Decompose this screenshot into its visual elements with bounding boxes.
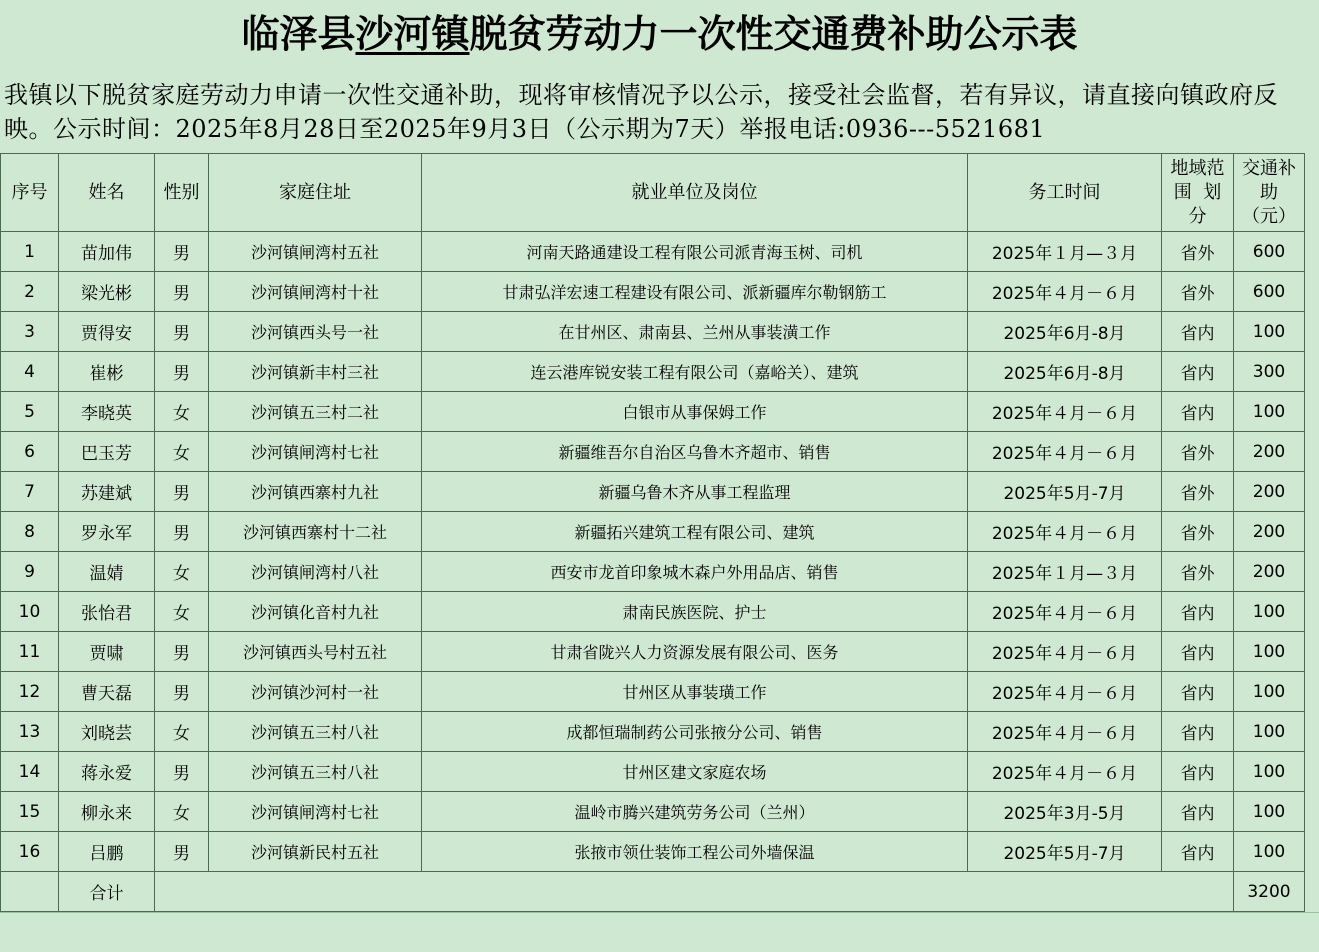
cell-gender: 男: [155, 752, 209, 792]
header-no: 序号: [1, 154, 59, 232]
cell-name: 罗永军: [59, 512, 155, 552]
table-row: [1, 672, 1305, 712]
cell-amount: 200: [1234, 432, 1305, 472]
cell-period: 2025年6月-8月: [968, 352, 1162, 392]
cell-no: 6: [1, 432, 59, 472]
cell-employer: 河南天路通建设工程有限公司派青海玉树、司机: [422, 232, 968, 272]
table-row: [1, 512, 1305, 552]
cell-period: 2025年5月-7月: [968, 472, 1162, 512]
cell-name: 吕鹏: [59, 832, 155, 872]
cell-address: 沙河镇闸湾村七社: [209, 792, 422, 832]
cell-period: 2025年４月－６月: [968, 272, 1162, 312]
cell-no: 16: [1, 832, 59, 872]
cell-employer: 甘肃省陇兴人力资源发展有限公司、医务: [422, 632, 968, 672]
table-row: [1, 352, 1305, 392]
header-period: 务工时间: [968, 154, 1162, 232]
table-row: [1, 272, 1305, 312]
table-row: [1, 552, 1305, 592]
cell-gender: 女: [155, 552, 209, 592]
cell-address: 沙河镇沙河村一社: [209, 672, 422, 712]
cell-name: 张怡君: [59, 592, 155, 632]
cell-amount: 200: [1234, 552, 1305, 592]
cell-period: 2025年5月-7月: [968, 832, 1162, 872]
table-row: [1, 392, 1305, 432]
cell-employer: 张掖市领仕装饰工程公司外墙保温: [422, 832, 968, 872]
cell-period: 2025年４月－６月: [968, 592, 1162, 632]
cell-no: 4: [1, 352, 59, 392]
cell-no: 5: [1, 392, 59, 432]
table-row: [1, 312, 1305, 352]
cell-gender: 男: [155, 272, 209, 312]
cell-gender: 男: [155, 232, 209, 272]
cell-no: 14: [1, 752, 59, 792]
cell-region: 省内: [1162, 392, 1234, 432]
cell-address: 沙河镇西头号一社: [209, 312, 422, 352]
cell-period: 2025年１月—３月: [968, 232, 1162, 272]
cell-employer: 甘州区从事装璜工作: [422, 672, 968, 712]
cell-amount: 600: [1234, 272, 1305, 312]
cell-region: 省内: [1162, 672, 1234, 712]
cell-period: 2025年3月-5月: [968, 792, 1162, 832]
header-subsidy-line2: 助: [1260, 181, 1278, 203]
header-subsidy: [1234, 154, 1305, 232]
cell-employer: 西安市龙首印象城木森户外用品店、销售: [422, 552, 968, 592]
cell-gender: 男: [155, 472, 209, 512]
cell-address: 沙河镇西头号村五社: [209, 632, 422, 672]
cell-name: 梁光彬: [59, 272, 155, 312]
total-row: [1, 872, 1305, 912]
cell-region: 省内: [1162, 632, 1234, 672]
page-title: [0, 0, 1319, 70]
cell-employer: 甘州区建文家庭农场: [422, 752, 968, 792]
table-row: [1, 472, 1305, 512]
header-subsidy-line3: （元）: [1242, 205, 1296, 227]
cell-period: 2025年４月－６月: [968, 392, 1162, 432]
cell-period: 2025年４月－６月: [968, 672, 1162, 712]
cell-address: 沙河镇化音村九社: [209, 592, 422, 632]
cell-name: 柳永来: [59, 792, 155, 832]
cell-address: 沙河镇五三村八社: [209, 712, 422, 752]
cell-employer: 肃南民族医院、护士: [422, 592, 968, 632]
cell-amount: 200: [1234, 512, 1305, 552]
cell-amount: 100: [1234, 792, 1305, 832]
cell-gender: 女: [155, 792, 209, 832]
cell-no: 9: [1, 552, 59, 592]
cell-employer: 新疆维吾尔自治区乌鲁木齐超市、销售: [422, 432, 968, 472]
cell-amount: 600: [1234, 232, 1305, 272]
total-blank: [1, 872, 59, 912]
title-town: 沙河镇: [355, 11, 470, 56]
cell-gender: 男: [155, 512, 209, 552]
title-prefix: 临泽县: [241, 11, 356, 56]
header-region-line1: 地域范: [1170, 157, 1225, 179]
cell-address: 沙河镇五三村二社: [209, 392, 422, 432]
cell-region: 省外: [1162, 432, 1234, 472]
header-region-line3: 分: [1188, 205, 1207, 227]
total-amount: 3200: [1234, 872, 1305, 912]
cell-address: 沙河镇西寨村十二社: [209, 512, 422, 552]
cell-region: 省外: [1162, 512, 1234, 552]
table-row: [1, 832, 1305, 872]
cell-employer: 连云港库锐安装工程有限公司（嘉峪关）、建筑: [422, 352, 968, 392]
total-label: 合计: [59, 872, 155, 912]
table-row: [1, 592, 1305, 632]
cell-gender: 女: [155, 592, 209, 632]
cell-period: 2025年４月－６月: [968, 512, 1162, 552]
title-suffix: 脱贫劳动力一次性交通费补助公示表: [469, 11, 1078, 56]
header-row: [1, 154, 1305, 232]
cell-name: 李晓英: [59, 392, 155, 432]
cell-name: 崔彬: [59, 352, 155, 392]
cell-amount: 100: [1234, 752, 1305, 792]
header-region-line2: 围 划: [1173, 181, 1222, 203]
cell-name: 温婧: [59, 552, 155, 592]
cell-employer: 白银市从事保姆工作: [422, 392, 968, 432]
cell-period: 2025年１月—３月: [968, 552, 1162, 592]
cell-gender: 女: [155, 392, 209, 432]
cell-region: 省内: [1162, 312, 1234, 352]
cell-name: 曹天磊: [59, 672, 155, 712]
cell-amount: 100: [1234, 712, 1305, 752]
header-address: 家庭住址: [209, 154, 422, 232]
table-row: [1, 432, 1305, 472]
cell-employer: 成都恒瑞制药公司张掖分公司、销售: [422, 712, 968, 752]
cell-no: 10: [1, 592, 59, 632]
cell-gender: 女: [155, 432, 209, 472]
cell-period: 2025年４月－６月: [968, 432, 1162, 472]
cell-name: 蒋永爱: [59, 752, 155, 792]
cell-no: 1: [1, 232, 59, 272]
cell-region: 省外: [1162, 552, 1234, 592]
cell-region: 省内: [1162, 832, 1234, 872]
cell-address: 沙河镇新丰村三社: [209, 352, 422, 392]
cell-amount: 100: [1234, 312, 1305, 352]
cell-address: 沙河镇闸湾村十社: [209, 272, 422, 312]
cell-region: 省内: [1162, 752, 1234, 792]
cell-gender: 男: [155, 312, 209, 352]
cell-period: 2025年４月－６月: [968, 632, 1162, 672]
cell-no: 15: [1, 792, 59, 832]
header-employer: 就业单位及岗位: [422, 154, 968, 232]
cell-no: 11: [1, 632, 59, 672]
table-row: [1, 792, 1305, 832]
cell-address: 沙河镇闸湾村五社: [209, 232, 422, 272]
sheet-grid-bottom: [0, 912, 1319, 952]
cell-no: 2: [1, 272, 59, 312]
cell-name: 刘晓芸: [59, 712, 155, 752]
cell-region: 省内: [1162, 352, 1234, 392]
cell-amount: 100: [1234, 632, 1305, 672]
cell-region: 省外: [1162, 472, 1234, 512]
cell-employer: 新疆乌鲁木齐从事工程监理: [422, 472, 968, 512]
cell-name: 贾得安: [59, 312, 155, 352]
cell-employer: 在甘州区、肃南县、兰州从事装潢工作: [422, 312, 968, 352]
cell-address: 沙河镇西寨村九社: [209, 472, 422, 512]
cell-amount: 200: [1234, 472, 1305, 512]
cell-employer: 温岭市腾兴建筑劳务公司（兰州）: [422, 792, 968, 832]
table-row: [1, 232, 1305, 272]
cell-no: 7: [1, 472, 59, 512]
cell-name: 贾啸: [59, 632, 155, 672]
cell-address: 沙河镇闸湾村八社: [209, 552, 422, 592]
cell-employer: 甘肃弘洋宏速工程建设有限公司、派新疆库尔勒钢筋工: [422, 272, 968, 312]
cell-gender: 男: [155, 832, 209, 872]
cell-address: 沙河镇五三村八社: [209, 752, 422, 792]
cell-period: 2025年４月－６月: [968, 712, 1162, 752]
cell-amount: 100: [1234, 392, 1305, 432]
cell-region: 省内: [1162, 792, 1234, 832]
cell-gender: 女: [155, 712, 209, 752]
cell-region: 省内: [1162, 592, 1234, 632]
cell-region: 省外: [1162, 232, 1234, 272]
table-row: [1, 632, 1305, 672]
header-region: [1162, 154, 1234, 232]
public-notice: 我镇以下脱贫家庭劳动力申请一次性交通补助，现将审核情况予以公示，接受社会监督，若有异议，请直接向镇政府反映。公示时间：2025年8月28日至2025年9月3日（公示期为7天）举报电话:0936---5521681: [4, 81, 1278, 143]
cell-period: 2025年４月－６月: [968, 752, 1162, 792]
cell-amount: 100: [1234, 592, 1305, 632]
header-gender: 性别: [155, 154, 209, 232]
cell-region: 省外: [1162, 272, 1234, 312]
cell-no: 8: [1, 512, 59, 552]
cell-address: 沙河镇新民村五社: [209, 832, 422, 872]
cell-name: 巴玉芳: [59, 432, 155, 472]
cell-amount: 300: [1234, 352, 1305, 392]
header-subsidy-line1: 交通补: [1242, 157, 1296, 179]
cell-amount: 100: [1234, 672, 1305, 712]
cell-no: 12: [1, 672, 59, 712]
header-name: 姓名: [59, 154, 155, 232]
cell-no: 3: [1, 312, 59, 352]
cell-address: 沙河镇闸湾村七社: [209, 432, 422, 472]
cell-employer: 新疆拓兴建筑工程有限公司、建筑: [422, 512, 968, 552]
cell-gender: 男: [155, 672, 209, 712]
table-row: [1, 712, 1305, 752]
cell-period: 2025年6月-8月: [968, 312, 1162, 352]
cell-name: 苗加伟: [59, 232, 155, 272]
table-row: [1, 752, 1305, 792]
cell-name: 苏建斌: [59, 472, 155, 512]
cell-no: 13: [1, 712, 59, 752]
subsidy-table: [0, 153, 1305, 912]
total-span: [155, 872, 1234, 912]
cell-amount: 100: [1234, 832, 1305, 872]
cell-gender: 男: [155, 632, 209, 672]
cell-region: 省内: [1162, 712, 1234, 752]
cell-gender: 男: [155, 352, 209, 392]
